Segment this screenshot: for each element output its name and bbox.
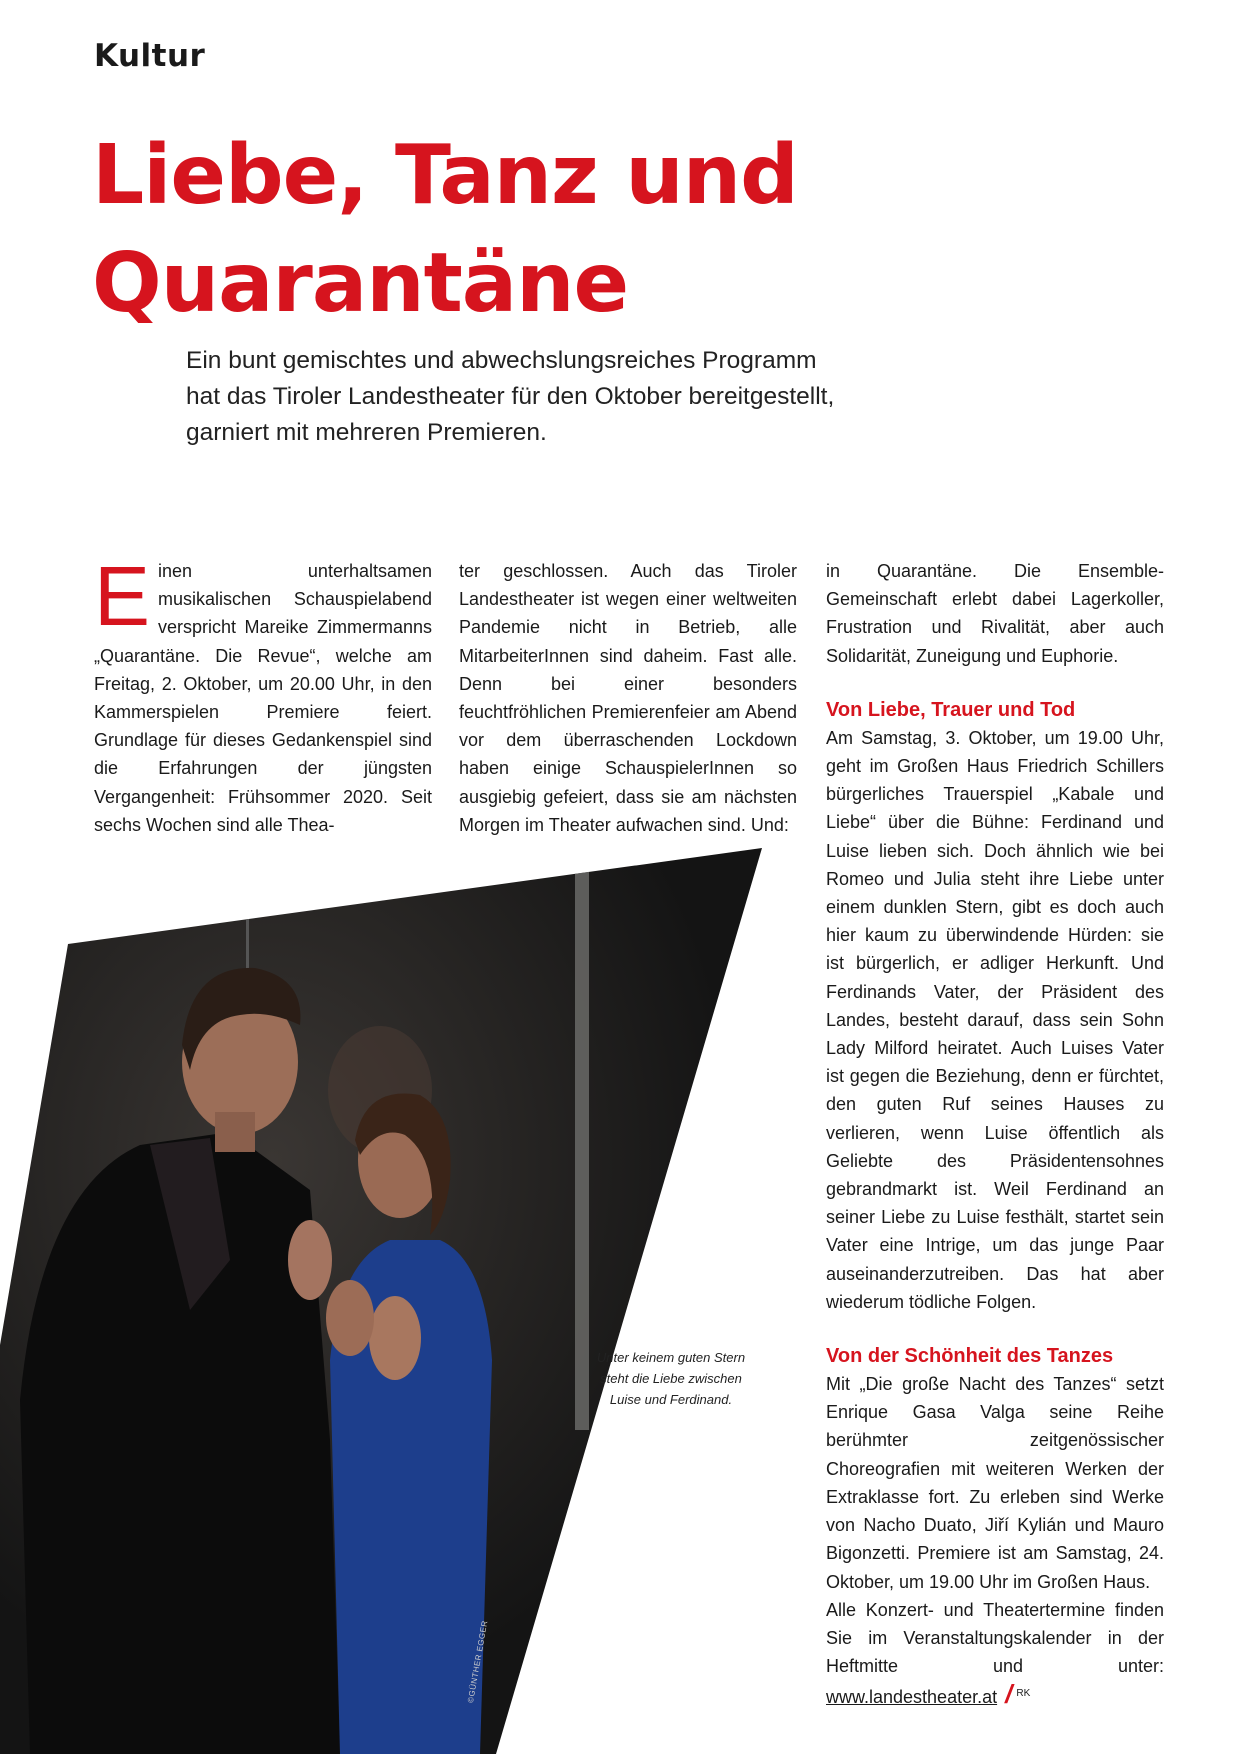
body-paragraph: in Quarantäne. Die Ensemble-Gemeinschaft erlebt dabei Lagerkoller, Frustration und Rivalität, aber auch Solidarität, Zuneigung und Euphorie. xyxy=(826,561,1164,666)
article-photo xyxy=(0,840,780,1754)
article-column-1 xyxy=(94,549,432,839)
drop-cap: E xyxy=(94,549,151,643)
body-paragraph xyxy=(826,1596,1164,1712)
website-link[interactable]: www.landestheater.at xyxy=(826,1687,998,1708)
author-initials: RK xyxy=(1016,1688,1031,1700)
photo-caption: Unter keinem guten Stern steht die Liebe zwischen Luise und Ferdinand. xyxy=(596,1350,746,1407)
body-paragraph: inen unterhaltsamen musikalischen Schauspielabend verspricht Mareike Zimmermanns „Quarantäne. Die Revue“, welche am Freitag, 2. Oktober, um 20.00 Uhr, in den Kammerspielen Premiere feiert. Grundlage für dieses Gedankenspiel sind die Erfahrungen der jüngsten Vergangenheit: Frühsommer 2020. Seit sechs Wochen sind alle Thea- xyxy=(94,561,432,835)
article-column-2 xyxy=(459,557,797,839)
body-paragraph: Am Samstag, 3. Oktober, um 19.00 Uhr, geht im Großen Haus Friedrich Schillers bürgerliches Trauerspiel „Kabale und Liebe“ über die Bühne: Ferdinand und Luise lieben sich. Doch ähnlich wie bei Romeo und Julia steht ihre Liebe unter einem dunklen Stern, gibt es doch auch hier kaum zu überwindende Hürden: sie ist bürgerlich, er adliger Herkunft. Und Ferdinands Vater, der Präsident des Landes, besteht darauf, dass sein Sohn Lady Milford heiratet. Auch Luises Vater ist gegen die Beziehung, denn er fürchtet, den guten Ruf seines Hauses zu verlieren, wenn Luise öffentlich als Geliebte des Präsidentensohnes gebrandmarkt ist. Weil Ferdinand an seiner Liebe zu Luise festhält, startet sein Vater eine Intrige, um das junge Paar auseinanderzutreiben. Das hat aber wiederum tödliche Folgen. xyxy=(826,727,1164,1312)
subheading-schoenheit-tanz: Von der Schönheit des Tanzes xyxy=(826,1345,1114,1368)
lead-line: hat das Tiroler Landestheater für den Oktober bereitgestellt, xyxy=(186,383,835,410)
closing-text: Alle Konzert- und Theatertermine finden Sie im Veranstaltungskalender in der Heftmitte und unter: xyxy=(826,1599,1164,1677)
headline xyxy=(92,122,992,338)
article-column-3 xyxy=(826,557,1164,1712)
subheading-liebe-trauer-tod: Von Liebe, Trauer und Tod xyxy=(826,698,1076,721)
lead-paragraph xyxy=(186,343,886,451)
headline-line-1: Liebe, Tanz und xyxy=(92,128,798,223)
body-paragraph: ter geschlossen. Auch das Tiroler Landestheater ist wegen einer weltweiten Pandemie nicht in Betrieb, alle MitarbeiterInnen sind daheim. Fast alle. Denn bei einer besonders feuchtfröhlichen Premierenfeier am Abend vor dem überraschenden Lockdown haben einige SchauspielerInnen so ausgiebig gefeiert, dass sie am nächsten Morgen im Theater aufwachen sind. Und: xyxy=(459,561,797,835)
photo-credit: ©GÜNTHER EGGER xyxy=(466,1619,490,1704)
headline-line-2: Quarantäne xyxy=(92,236,629,331)
lead-line: Ein bunt gemischtes und abwechslungsreiches Programm xyxy=(186,347,817,374)
body-paragraph: Mit „Die große Nacht des Tanzes“ setzt Enrique Gasa Valga seine Reihe berühmter zeitgenössischer Choreografien mit weiteren Werken der Extraklasse fort. Zu erleben sind Werke von Nacho Duato, Jiří Kylián und Mauro Bigonzetti. Premiere ist am Samstag, 24. Oktober, um 19.00 Uhr im Großen Haus. xyxy=(826,1374,1164,1592)
lead-line: garniert mit mehreren Premieren. xyxy=(186,419,547,446)
end-mark: / xyxy=(1005,1679,1013,1710)
section-label: Kultur xyxy=(94,38,206,74)
